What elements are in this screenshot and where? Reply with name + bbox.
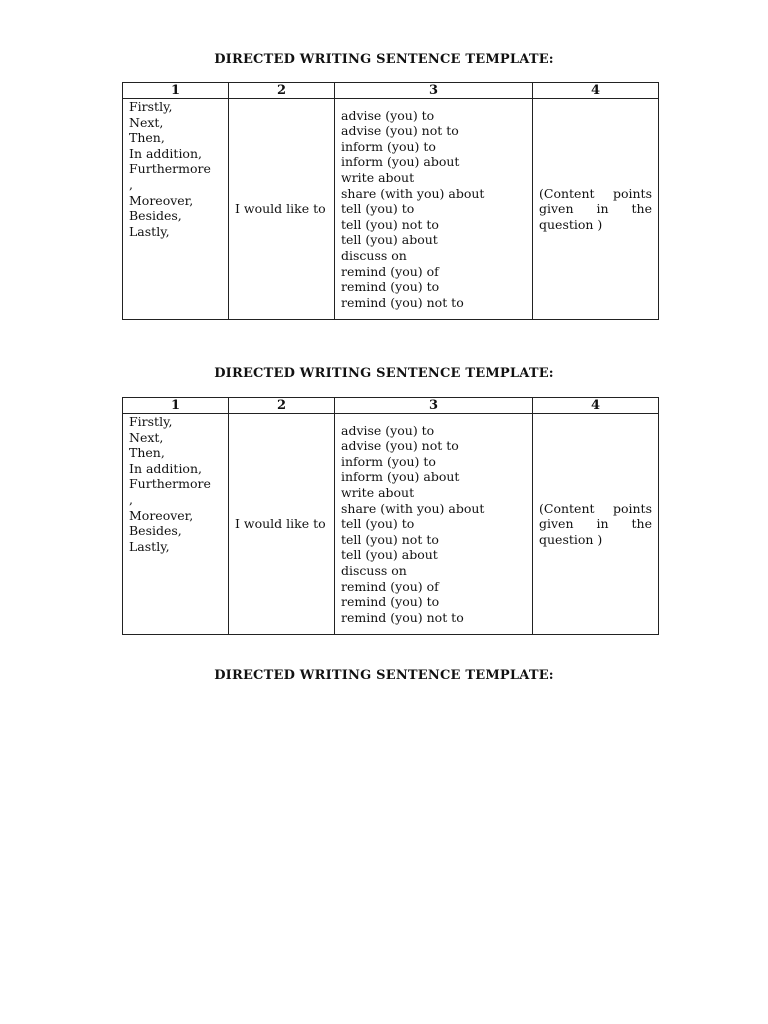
verb-phrase: inform (you) about — [341, 469, 460, 485]
verb-phrase: remind (you) of — [341, 263, 439, 279]
connector-word: Lastly, — [129, 223, 170, 239]
verb-phrases-cell — [335, 414, 533, 635]
verb-phrase: remind (you) of — [341, 578, 439, 594]
connector-word: Lastly, — [129, 538, 170, 554]
template-table-2 — [122, 397, 659, 635]
phrase-cell: I would like to — [229, 414, 335, 635]
verb-phrase: inform (you) to — [341, 138, 436, 154]
verb-phrase: advise (you) not to — [341, 438, 459, 454]
verb-phrase: share (with you) about — [341, 185, 485, 201]
connector-word: Furthermore — [129, 476, 211, 492]
phrase-cell: I would like to — [229, 99, 335, 320]
sequence-connectors-cell — [123, 99, 229, 320]
column-header-3: 3 — [335, 83, 533, 99]
content-points-cell: (Content points given in the question ) — [533, 99, 659, 320]
connector-word: Besides, — [129, 523, 182, 539]
column-header-1: 1 — [123, 83, 229, 99]
table-row — [123, 414, 659, 635]
template-heading-1: DIRECTED WRITING SENTENCE TEMPLATE: — [214, 52, 554, 67]
column-header-4: 4 — [533, 83, 659, 99]
template-table-1 — [122, 82, 659, 320]
verb-phrase: write about — [341, 485, 415, 501]
verb-phrases-cell — [335, 99, 533, 320]
verb-phrase: advise (you) not to — [341, 123, 459, 139]
column-header-3: 3 — [335, 398, 533, 414]
verb-phrase: discuss on — [341, 562, 407, 578]
connector-word: Then, — [129, 130, 165, 146]
template-heading-3: DIRECTED WRITING SENTENCE TEMPLATE: — [214, 668, 554, 683]
connector-word: Firstly, — [129, 99, 173, 114]
verb-phrase: inform (you) about — [341, 154, 460, 170]
verb-phrase: share (with you) about — [341, 500, 485, 516]
connector-word: Firstly, — [129, 414, 173, 429]
verb-phrase: tell (you) not to — [341, 531, 439, 547]
content-points-cell: (Content points given in the question ) — [533, 414, 659, 635]
column-header-4: 4 — [533, 398, 659, 414]
verb-phrase: tell (you) to — [341, 201, 415, 217]
table-header-row — [123, 398, 659, 414]
verb-phrase: remind (you) not to — [341, 294, 464, 310]
connector-word: Besides, — [129, 208, 182, 224]
verb-phrase: discuss on — [341, 247, 407, 263]
verb-phrase: remind (you) not to — [341, 609, 464, 625]
connector-word: Moreover, — [129, 507, 194, 523]
sequence-connectors-cell — [123, 414, 229, 635]
connector-word: In addition, — [129, 460, 202, 476]
column-header-2: 2 — [229, 83, 335, 99]
verb-phrase: tell (you) about — [341, 232, 438, 248]
connector-word: Moreover, — [129, 192, 194, 208]
column-header-1: 1 — [123, 398, 229, 414]
verb-phrase: advise (you) to — [341, 107, 435, 123]
verb-phrase: remind (you) to — [341, 279, 440, 295]
table-header-row — [123, 83, 659, 99]
column-header-2: 2 — [229, 398, 335, 414]
connector-word: Furthermore — [129, 161, 211, 177]
connector-word: , — [129, 491, 133, 507]
table-row — [123, 99, 659, 320]
verb-phrase: remind (you) to — [341, 594, 440, 610]
connector-word: Then, — [129, 445, 165, 461]
template-heading-2: DIRECTED WRITING SENTENCE TEMPLATE: — [214, 366, 554, 381]
verb-phrase: tell (you) about — [341, 547, 438, 563]
verb-phrase: write about — [341, 170, 415, 186]
verb-phrase: tell (you) not to — [341, 216, 439, 232]
verb-phrase: tell (you) to — [341, 516, 415, 532]
connector-word: , — [129, 176, 133, 192]
verb-phrase: advise (you) to — [341, 422, 435, 438]
connector-word: In addition, — [129, 145, 202, 161]
connector-word: Next, — [129, 114, 164, 130]
verb-phrase: inform (you) to — [341, 453, 436, 469]
connector-word: Next, — [129, 429, 164, 445]
